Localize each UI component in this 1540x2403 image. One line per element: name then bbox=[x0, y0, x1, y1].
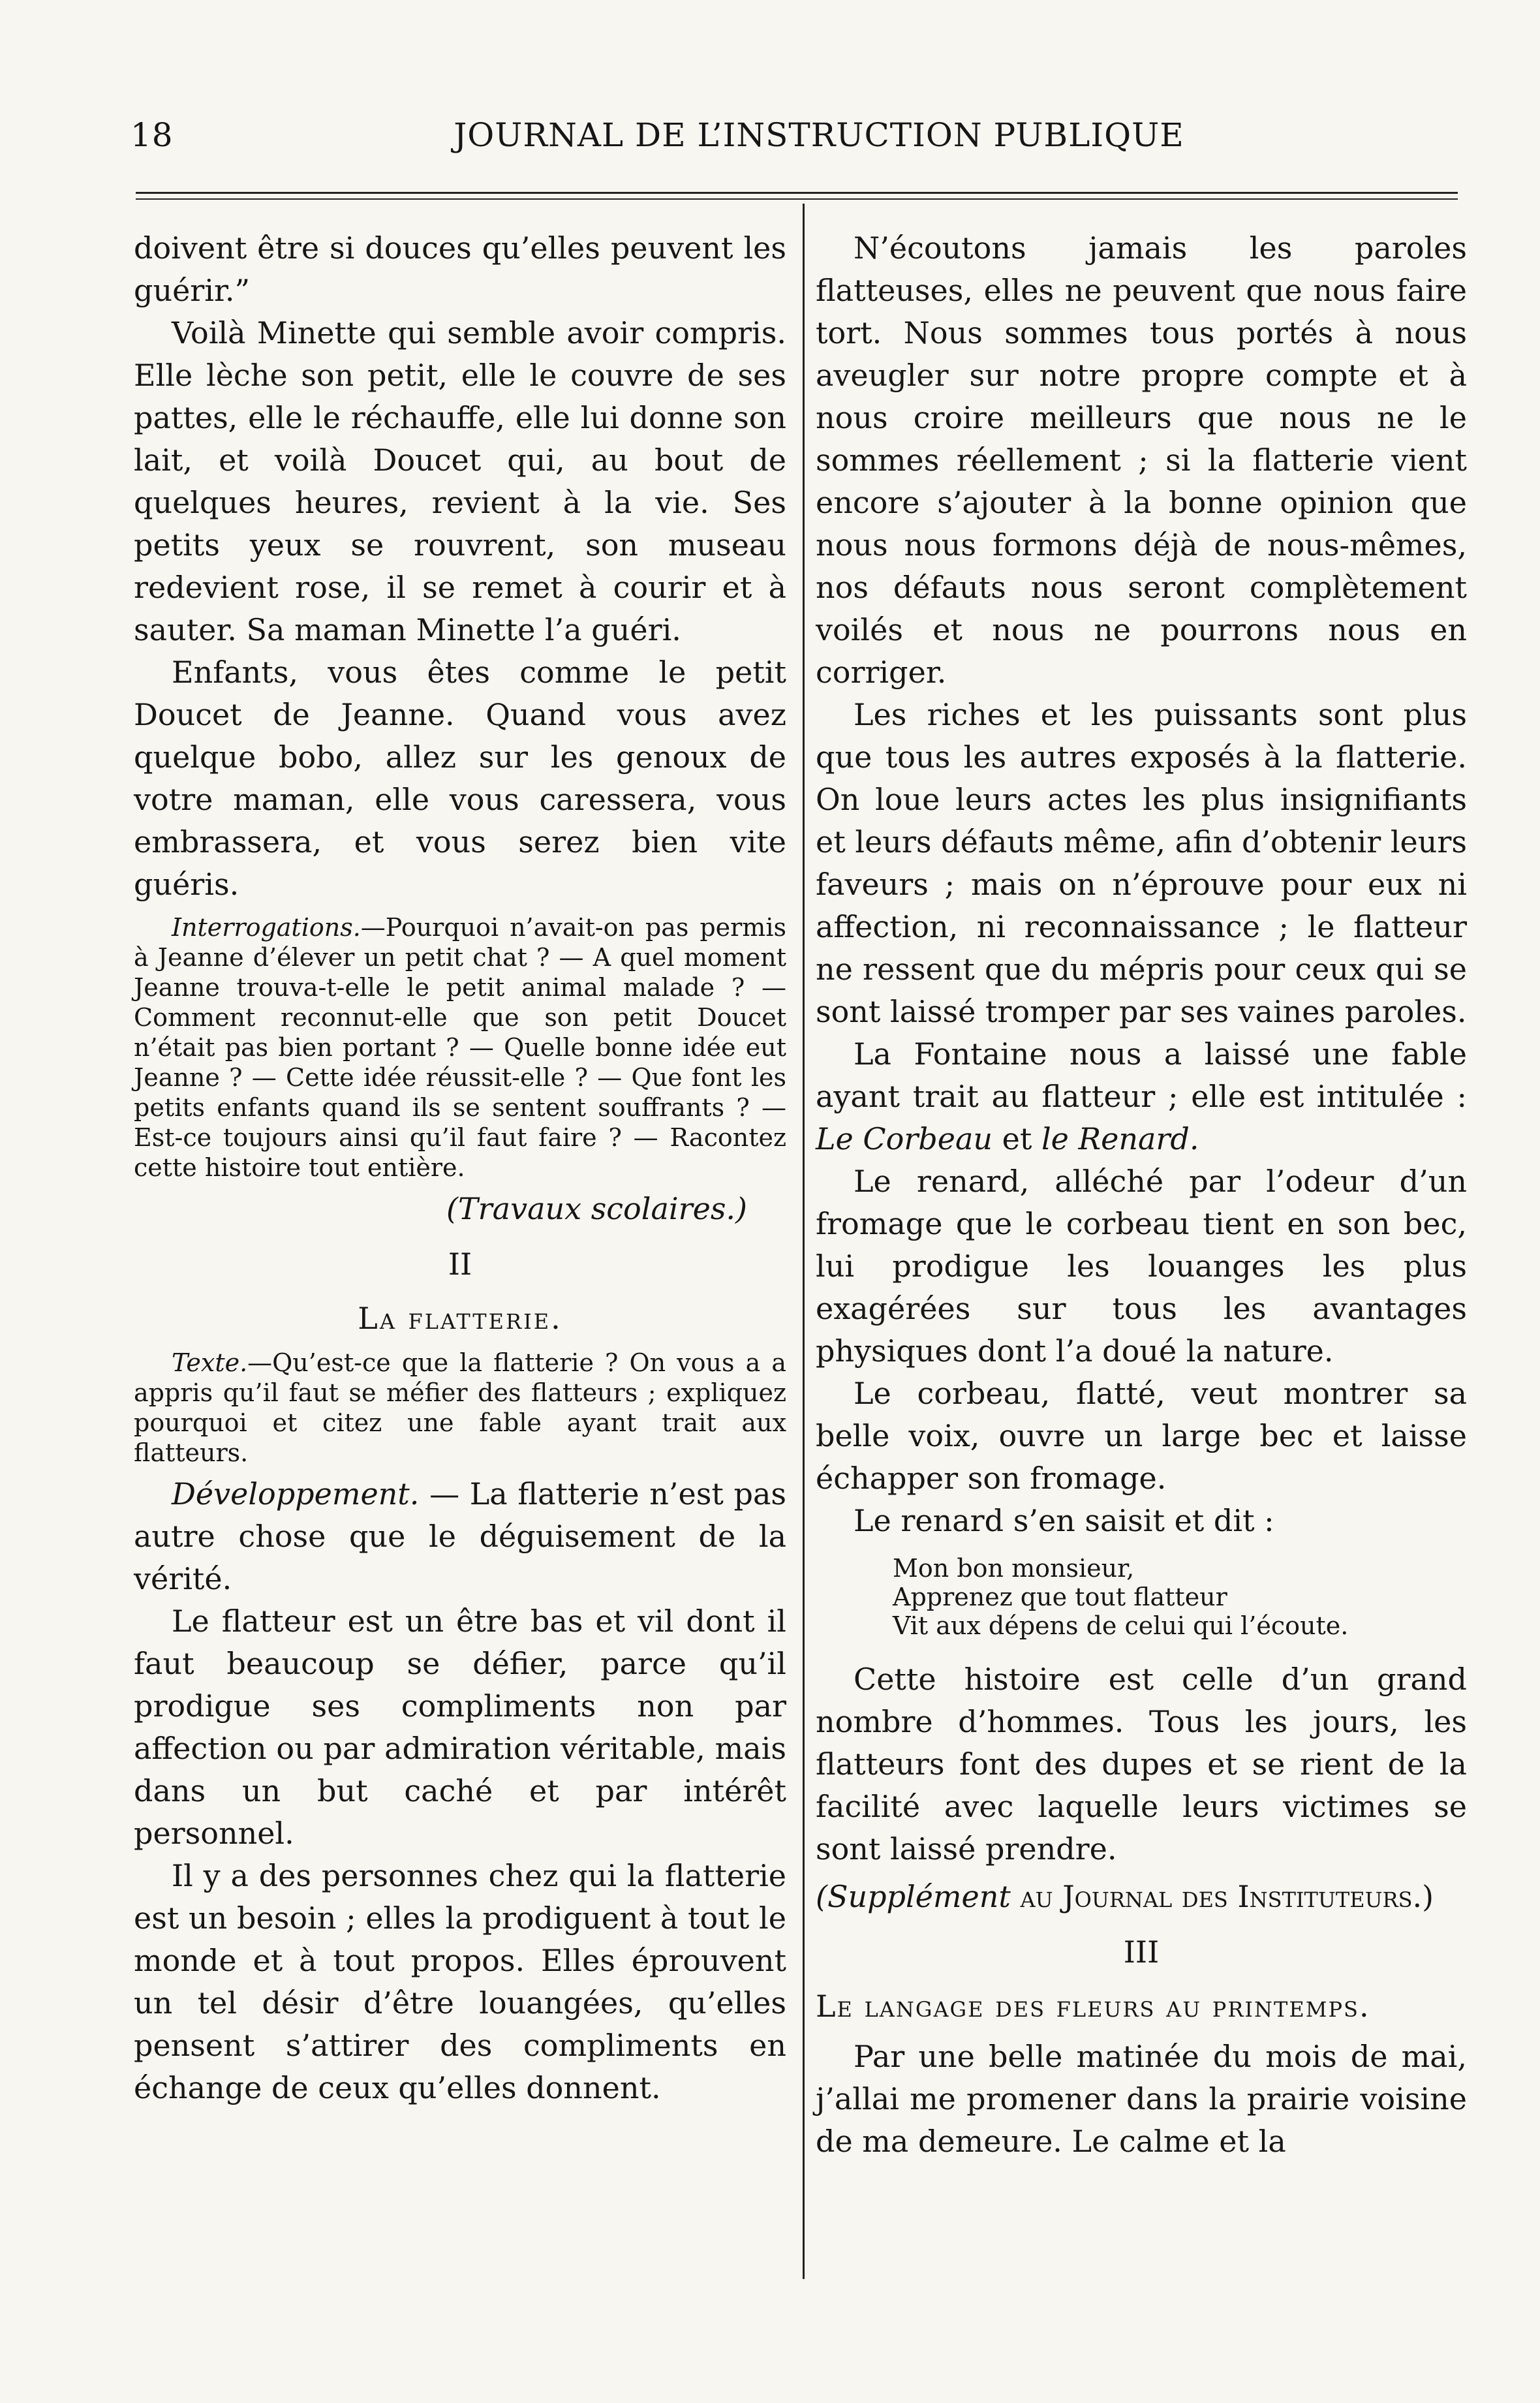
developpement-text: — La flatterie n’est pas autre chose que le déguisement de la vérité. bbox=[134, 1476, 786, 1596]
paragraph: Le renard, alléché par l’odeur d’un fromage que le corbeau tient en son bec, lui prodigue les louanges les plus exagérées sur tous les avantages physiques dont l’a doué la nature. bbox=[816, 1164, 1467, 1369]
interrogations-block bbox=[134, 912, 786, 1183]
fable-title-corbeau: Le Corbeau bbox=[816, 1121, 993, 1156]
page-header bbox=[131, 116, 1468, 168]
developpement-paragraph bbox=[134, 1473, 786, 1600]
header-rule-top bbox=[136, 192, 1458, 194]
paragraph: Il y a des personnes chez qui la flatterie est un besoin ; elles la prodiguent à tout le monde et à tout propos. Elles éprouvent un tel désir d’être louangées, qu’elles pensent s’attirer des compliments en échange de ceux qu’elles donnent. bbox=[134, 1858, 786, 2105]
running-title: JOURNAL DE L’INSTRUCTION PUBLIQUE bbox=[454, 116, 1184, 154]
texte-text: —Qu’est-ce que la flatterie ? On vous a a appris qu’il faut se méfier des flatteurs ; expliquez pourquoi et citez une fable ayant trait aux flatteurs. bbox=[134, 1348, 786, 1467]
interrogations-text: —Pourquoi n’avait-on pas permis à Jeanne d’élever un petit chat ? — A quel moment Jeanne trouva-t-elle le petit animal malade ? — Comment reconnut-elle que son petit Doucet n’était pas bien portant ? — Quelle bonne idée eut Jeanne ? — Cette idée réussit-elle ? — Que font les petits enfants quand ils se sentent souffrants ? — Est-ce toujours ainsi qu’il faut faire ? — Racontez cette histoire tout entière. bbox=[134, 913, 786, 1182]
texte-block bbox=[134, 1348, 786, 1468]
poem-line: Mon bon monsieur, bbox=[893, 1554, 1135, 1583]
page-number: 18 bbox=[131, 116, 174, 154]
section-title: La flatterie. bbox=[358, 1301, 562, 1336]
paragraph: Les riches et les puissants sont plus que tous les autres exposés à la flatterie. On loue leurs actes les plus insignifiants et leurs défauts même, afin d’obtenir leurs faveurs ; mais on n’éprouve pour eux ni affection, ni reconnaissance ; le flatteur ne ressent que du mépris pour ceux qui se sont laissé tromper par ses vaines paroles. bbox=[816, 697, 1467, 1029]
section-title: Le langage des fleurs au printemps. bbox=[816, 1989, 1370, 2024]
source-citation: (Travaux scolaires.) bbox=[446, 1191, 747, 1226]
paragraph: Enfants, vous êtes comme le petit Doucet de Jeanne. Quand vous avez quelque bobo, allez sur les genoux de votre maman, elle vous caressera, vous embrassera, et vous serez bien vite guéris. bbox=[134, 655, 786, 902]
developpement-label: Développement. bbox=[172, 1476, 420, 1512]
header-rule-bottom bbox=[136, 198, 1458, 200]
poem-line: Vit aux dépens de celui qui l’écoute. bbox=[893, 1611, 1349, 1640]
source-journal: au Journal des Instituteurs.) bbox=[1010, 1879, 1434, 1914]
paragraph: Le corbeau, flatté, veut montrer sa belle voix, ouvre un large bec et laisse échapper son fromage. bbox=[816, 1376, 1467, 1496]
texte-label: Texte. bbox=[172, 1348, 248, 1377]
interrogations-label: Interrogations. bbox=[172, 913, 361, 942]
paragraph: Le flatteur est un être bas et vil dont il faut beaucoup se défier, parce qu’il prodigue ses compliments non par affection ou par admiration véritable, mais dans un but caché et par intérêt personnel. bbox=[134, 1604, 786, 1851]
right-column bbox=[816, 227, 1467, 2163]
fable-paragraph: La Fontaine nous a laissé une fable ayant trait au flatteur ; elle est intitulée : Le Corbeau et le Renard. bbox=[816, 1036, 1467, 1156]
paragraph: Par une belle matinée du mois de mai, j’allai me promener dans la prairie voisine de ma demeure. Le calme et la bbox=[816, 2039, 1467, 2159]
poem-line: Apprenez que tout flatteur bbox=[893, 1583, 1227, 1611]
paragraph: Le renard s’en saisit et dit : bbox=[854, 1503, 1274, 1538]
paragraph: doivent être si douces qu’elles peuvent les guérir.” bbox=[134, 230, 786, 308]
paragraph: N’écoutons jamais les paroles flatteuses, elles ne peuvent que nous faire tort. Nous sommes tous portés à nous aveugler sur notre propre compte et à nous croire meilleurs que nous ne le sommes réellement ; si la flatterie vient encore s’ajouter à la bonne opinion que nous nous formons déjà de nous-mêmes, nos défauts nous seront complètement voilés et nous ne pourrons nous en corriger. bbox=[816, 230, 1467, 690]
column-divider bbox=[803, 204, 805, 2279]
left-column bbox=[134, 227, 786, 2109]
source-citation bbox=[816, 1876, 1467, 1918]
fable-title-renard: le Renard. bbox=[1041, 1121, 1199, 1156]
section-numeral: III bbox=[1123, 1934, 1160, 1970]
section-numeral: II bbox=[448, 1247, 472, 1282]
paragraph: Voilà Minette qui semble avoir compris. Elle lèche son petit, elle le couvre de ses pattes, elle le réchauffe, elle lui donne son lait, et voilà Doucet qui, au bout de quelques heures, revient à la vie. Ses petits yeux se rouvrent, son museau redevient rose, il se remet à courir et à sauter. Sa maman Minette l’a guéri. bbox=[134, 315, 786, 647]
paragraph: Cette histoire est celle d’un grand nombre d’hommes. Tous les jours, les flatteurs font des dupes et se rient de la facilité avec laquelle leurs victimes se sont laissé prendre. bbox=[816, 1662, 1467, 1867]
poem-quote bbox=[893, 1554, 1467, 1640]
source-label: (Supplément bbox=[816, 1879, 1011, 1914]
